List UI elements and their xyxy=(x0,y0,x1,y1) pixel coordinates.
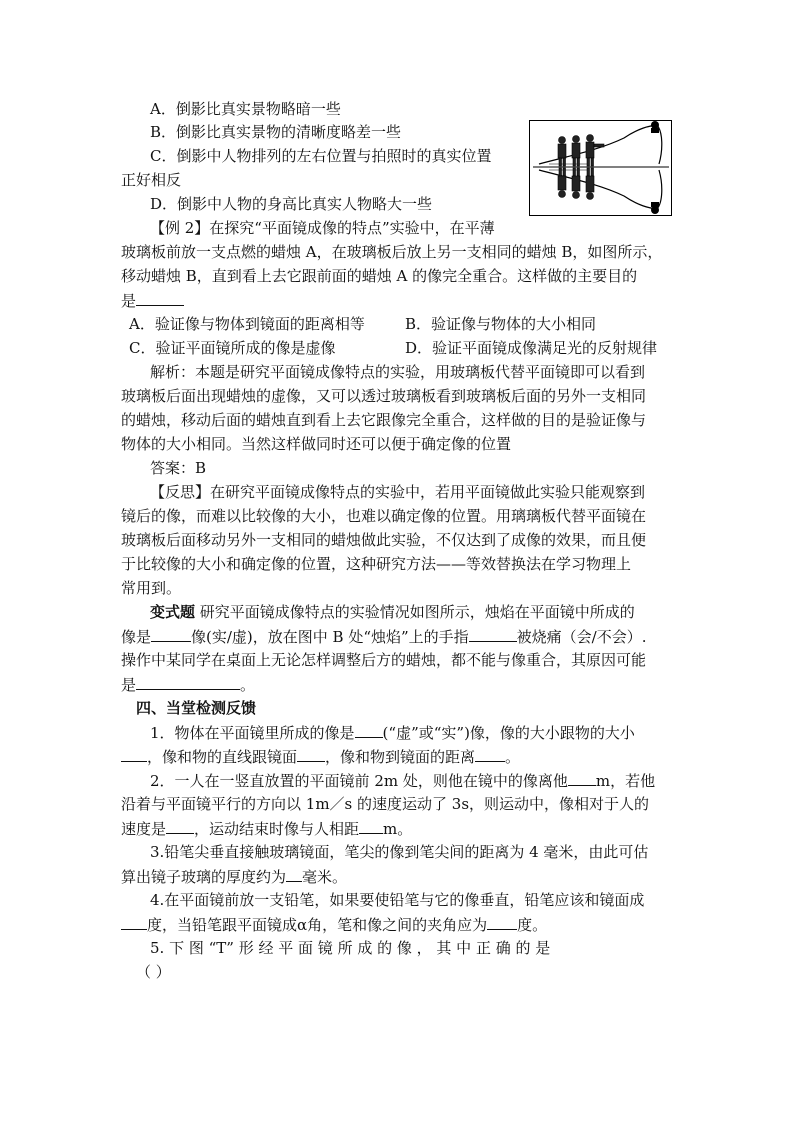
q1-text-c: ，像和物的直线跟镜面 xyxy=(147,748,298,766)
q2-text-e: m。 xyxy=(383,820,413,838)
q1-blank-4[interactable] xyxy=(475,746,505,762)
reflection-line-2: 镜后的像，而难以比较像的大小，也难以确定像的位置。用璃璃板代替平面镜在 xyxy=(121,507,647,525)
variant-line-3: 操作中某同学在桌面上无论怎样调整后方的蜡烛，都不能与像重合，其原因可能 xyxy=(121,651,647,669)
variant-line-2 xyxy=(121,626,647,647)
variant-line-4 xyxy=(121,674,255,695)
q4-blank-1[interactable] xyxy=(121,914,147,930)
variant-line-1-text: 研究平面镜成像特点的实验情况如图所示，烛焰在平面镜中所成的 xyxy=(199,603,635,621)
question-3-line-1: 3.铅笔尖垂直接触玻璃镜面，笔尖的像到笔尖间的距离为 4 毫米，由此可估 xyxy=(150,843,649,861)
question-2-line-2: 沿着与平面镜平行的方向以 1m／s 的速度运动了 3s，则运动中，像相对于人的 xyxy=(121,795,650,813)
q4-text-b: 度。 xyxy=(517,916,548,934)
reflection-line-5: 常用到。 xyxy=(121,579,182,597)
variant-title: 变式题 xyxy=(150,603,196,621)
q2-text-a: 2．一人在一竖直放置的平面镜前 2m 处，则他在镜中的像离他 xyxy=(150,772,568,790)
answer-text: 答案：B xyxy=(150,459,207,477)
analysis-line-3: 的蜡烛，移动后面的蜡烛直到看上去它跟像完全重合，这样做的目的是验证像与 xyxy=(121,411,647,429)
question-5-line-1: 5. 下 图 “T” 形 经 平 面 镜 所 成 的 像 ， 其 中 正 确 的 是 xyxy=(150,939,551,957)
reason-blank[interactable] xyxy=(136,674,240,690)
q2-blank-2[interactable] xyxy=(166,818,194,834)
q1-blank-1[interactable] xyxy=(355,722,383,738)
example-2-line-4-text: 是 xyxy=(121,292,137,310)
analysis-line-4: 物体的大小相同。当然这样做同时还可以便于确定像的位置 xyxy=(121,435,512,453)
variant-line-4-part-a: 是 xyxy=(121,676,137,694)
question-2-line-3 xyxy=(121,818,412,839)
example-2-line-4 xyxy=(121,290,184,311)
q2-blank-1[interactable] xyxy=(568,770,596,786)
q3-text-a: 算出镜子玻璃的厚度约为 xyxy=(121,868,287,886)
q2-text-b: m，若他 xyxy=(595,772,656,790)
reflection-photo-figure xyxy=(529,120,672,216)
reflection-line-4: 于比较像的大小和确定像的位置，这种研究方法——等效替换法在学习物理上 xyxy=(121,555,632,573)
question-3-line-2 xyxy=(121,866,347,887)
analysis-line-1: 解析：本题是研究平面镜成像特点的实验，用玻璃板代替平面镜即可以看到 xyxy=(150,363,646,381)
example-2-option-d: D．验证平面镜成像满足光的反射规律 xyxy=(405,339,658,357)
image-type-blank[interactable] xyxy=(151,626,191,642)
question-5-line-2: （ ） xyxy=(136,963,171,981)
example-2-option-c: C．验证平面镜所成的像是虚像 xyxy=(129,339,336,357)
q1-blank-2[interactable] xyxy=(121,746,147,762)
q1-text-a: 1．物体在平面镜里所成的像是 xyxy=(150,724,355,742)
answer-blank[interactable] xyxy=(136,290,184,306)
option-b: B．倒影比真实景物的清晰度略差一些 xyxy=(150,123,402,141)
reflection-line-1: 【反思】在研究平面镜成像特点的实验中，若用平面镜做此实验只能观察到 xyxy=(150,483,646,501)
question-2-line-1 xyxy=(150,770,655,791)
option-a: A．倒影比真实景物略暗一些 xyxy=(150,100,341,118)
q1-blank-3[interactable] xyxy=(297,746,325,762)
question-1-line-1 xyxy=(150,722,635,743)
variant-line-1 xyxy=(150,602,635,622)
option-d: D．倒影中人物的身高比真实人物略大一些 xyxy=(150,195,433,213)
example-2-option-b: B．验证像与物体的大小相同 xyxy=(405,315,597,333)
q1-text-d: ，像和物到镜面的距离 xyxy=(325,748,476,766)
q1-text-e: 。 xyxy=(505,748,521,766)
variant-line-4-part-b: 。 xyxy=(240,676,256,694)
q2-text-d: ，运动结束时像与人相距 xyxy=(194,820,360,838)
section-4-heading: 四、当堂检测反馈 xyxy=(136,699,257,717)
q2-text-c: 速度是 xyxy=(121,820,167,838)
q4-blank-2[interactable] xyxy=(487,914,517,930)
example-2-option-a: A．验证像与物体到镜面的距离相等 xyxy=(129,315,365,333)
q4-text-a: 度，当铅笔跟平面镜成α角，笔和像之间的夹角应为 xyxy=(147,916,488,934)
analysis-line-2: 玻璃板后面出现蜡烛的虚像，又可以透过玻璃板看到玻璃板后面的另外一支相同 xyxy=(121,387,647,405)
q3-blank[interactable] xyxy=(286,866,302,882)
example-2-line-1: 【例 2】在探究“平面镜成像的特点”实验中，在平薄 xyxy=(150,219,495,237)
variant-line-2-part-c: 被烧痛（会/不会）. xyxy=(516,628,647,646)
option-c-continued: 正好相反 xyxy=(121,171,182,189)
q2-blank-3[interactable] xyxy=(359,818,383,834)
q3-text-b: 毫米。 xyxy=(302,868,348,886)
reflection-line-3: 玻璃板后面移动另外一支相同的蜡烛做此实验，不仅达到了成像的效果，而且便 xyxy=(121,531,647,549)
question-4-line-1: 4.在平面镜前放一支铅笔，如果要使铅笔与它的像垂直，铅笔应该和镜面成 xyxy=(150,891,645,909)
question-1-line-2 xyxy=(121,746,520,767)
example-2-line-3: 移动蜡烛 B，直到看上去它跟前面的蜡烛 A 的像完全重合。这样做的主要目的 xyxy=(121,267,638,285)
variant-line-2-part-b: 像(实/虚)，放在图中 B 处“烛焰”上的手指 xyxy=(191,628,469,646)
example-2-line-2: 玻璃板前放一支点燃的蜡烛 A，在玻璃板后放上另一支相同的蜡烛 B，如图所示， xyxy=(121,243,663,261)
burn-blank[interactable] xyxy=(469,626,517,642)
option-c: C．倒影中人物排列的左右位置与拍照时的真实位置 xyxy=(150,147,492,165)
variant-line-2-part-a: 像是 xyxy=(121,628,152,646)
q1-text-b: (“虚”或“实”)像，像的大小跟物的大小 xyxy=(382,724,635,742)
question-4-line-2 xyxy=(121,914,547,935)
